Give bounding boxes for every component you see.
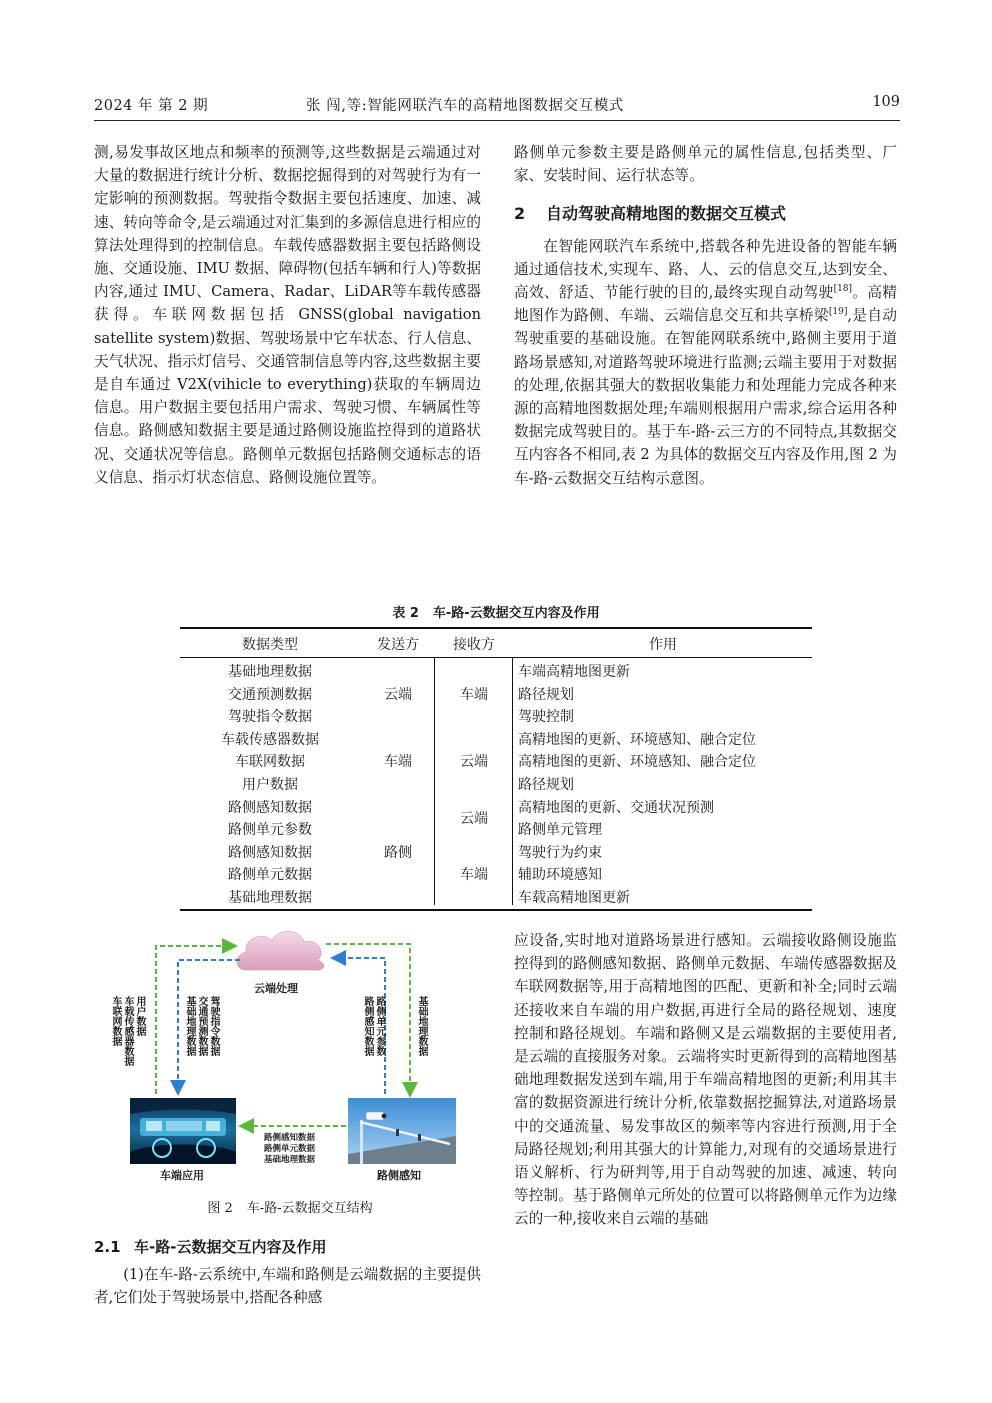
vertical-data-label: 基 础 地 理 数 据 (418, 997, 429, 1058)
table-cell: 路侧感知数据 (228, 800, 312, 816)
table-cell: 车载高精地图更新 (518, 890, 630, 906)
table-label: 表 2 (392, 606, 419, 621)
table-cell: 车端高精地图更新 (518, 664, 630, 680)
cloud-label: 云端处理 (254, 982, 298, 995)
table-cell: 路侧单元参数 (228, 822, 312, 838)
table-cell: 路侧感知数据 (228, 845, 312, 861)
vehicle-cockpit-image (130, 1098, 236, 1164)
table-caption (180, 602, 812, 621)
text-run: 在智能网联汽车系统中,搭载各种先进设备的智能车辆通过通信技术,实现车、路、人、云的信息交互,达到安全、高效、舒适、节能行驶的目的,最终实现自动驾驶 (514, 237, 897, 302)
table-cell: 路侧单元数据 (228, 867, 312, 883)
table-cell: 云端 (384, 687, 412, 703)
cloud-icon (237, 931, 324, 970)
table-title: 车-路-云数据交互内容及作用 (432, 606, 600, 621)
right-column-bottom (514, 929, 897, 1231)
table-header-row (180, 629, 812, 658)
section-heading (514, 202, 897, 225)
column-header: 发送方 (377, 637, 419, 653)
figure-2 (94, 922, 486, 1190)
left-column-bottom (94, 1236, 481, 1310)
right-column-top (514, 141, 897, 490)
column-header: 作用 (649, 637, 677, 653)
section-title: 自动驾驶高精地图的数据交互模式 (546, 204, 787, 224)
figure-label: 图 2 (207, 1201, 233, 1216)
table-cell: 路侧 (384, 845, 412, 861)
vehicle-upload-data-list (112, 998, 147, 1068)
data-item: 基础地理数据 (264, 1155, 316, 1165)
body-paragraph: 测,易发事故区地点和频率的预测等,这些数据是云端通过对大量的数据进行统计分析、数据挖掘得到的对驾驶行为有一定影响的预测数据。驾驶指令数据主要包括速度、加速、减速、转向等命令,是云端通过对汇集到的多源信息进行相应的算法处理得到的控制信息。车载传感器数据主要包括路侧设施、交通设施、IMU 数据、障碍物(包括车辆和行人)等数据内容,通过 IMU、Camera、Radar、LiDAR等车载传感器获得。车联网数据包括 GNSS(global navigation satellite system)数据、驾驶场景中它车状态、行人信息、天气状况、指示灯信号、交通管制信息等内容,这些数据主要是自车通过 V2X(vihicle to everything)获取的车辆周边信息。用户数据主要包括用户需求、驾驶习惯、车辆属性等信息。路侧感知数据主要是通过路侧设施监控得到的道路状况、交通状况等信息。路侧单元数据包括路侧交通标志的语义信息、指示灯状态信息、路侧设施位置等。 (94, 144, 481, 486)
table-cell: 车联网数据 (235, 754, 305, 770)
citation: [19] (828, 307, 848, 318)
body-paragraph: 路侧单元参数主要是路侧单元的属性信息,包括类型、厂家、安装时间、运行状态等。 (514, 144, 897, 185)
table-cell: 驾驶控制 (518, 709, 574, 725)
section-number: 2 (514, 204, 526, 224)
table-cell: 基础地理数据 (228, 890, 312, 906)
table-cell: 辅助环境感知 (518, 867, 602, 883)
table-cell: 高精地图的更新、环境感知、融合定位 (518, 754, 756, 770)
cloud-to-roadside-data-list (418, 998, 429, 1058)
journal-issue: 2024 年 第 2 期 (94, 98, 209, 114)
data-table (180, 627, 812, 911)
table-cell: 基础地理数据 (228, 664, 312, 680)
running-title: 张 闯,等:智能网联汽车的高精地图数据交互模式 (306, 98, 624, 114)
table-cell: 车端 (460, 687, 488, 703)
roadside-upload-data-list (364, 998, 387, 1058)
running-header (94, 92, 900, 118)
column-header: 数据类型 (242, 637, 298, 653)
citation: [18] (833, 284, 853, 295)
vertical-data-label: 路 侧 单 元 参 数 (376, 997, 387, 1058)
table-cell: 高精地图的更新、环境感知、融合定位 (518, 732, 756, 748)
subsection-number: 2.1 (94, 1238, 121, 1256)
vertical-data-label: 路 侧 感 知 数 据 (364, 997, 375, 1058)
vehicle-label: 车端应用 (160, 1169, 204, 1182)
vertical-data-label: 交 通 预 测 数 据 (198, 997, 209, 1058)
table-cell: 交通预测数据 (228, 687, 312, 703)
column-divider (434, 657, 435, 905)
column-header: 接收方 (453, 637, 495, 653)
vertical-data-label: 用 户 数 据 (136, 997, 147, 1038)
vertical-data-label: 车 联 网 数 据 (112, 997, 123, 1048)
table-cell: 路侧单元管理 (518, 822, 602, 838)
page-number: 109 (872, 94, 900, 110)
figure-title: 车-路-云数据交互结构 (246, 1201, 373, 1216)
body-paragraph (514, 235, 897, 490)
data-item: 路侧单元数据 (264, 1144, 316, 1154)
roadside-to-vehicle-data-list (264, 1133, 315, 1166)
vertical-data-label: 基 础 地 理 数 据 (186, 997, 197, 1058)
table-cell: 路径规划 (518, 687, 574, 703)
column-divider (512, 657, 513, 905)
cloud-to-vehicle-data-list (186, 998, 221, 1058)
subsection-title: 车-路-云数据交互内容及作用 (134, 1238, 327, 1256)
vertical-data-label: 车 载 传 感 器 数 据 (124, 997, 135, 1068)
table-cell: 高精地图的更新、交通状况预测 (518, 800, 714, 816)
table-cell: 车端 (460, 867, 488, 883)
body-paragraph: 应设备,实时地对道路场景进行感知。云端接收路侧设施监控得到的路侧感知数据、路侧单元数据、车端传感器数据及车联网数据等,用于高精地图的匹配、更新和补全;同时云端还接收来自车端的用户数据,再进行全局的路径规划、速度控制和路径规划。车端和路侧又是云端数据的主要使用者,是云端的直接服务对象。云端将实时更新得到的高精地图基础地理数据发送到车端,用于车端高精地图的更新;利用其丰富的数据资源进行统计分析,依靠数据挖掘算法,对道路场景中的交通流量、易发事故区的频率等内容进行预测,用于全局路径规划;利用其强大的计算能力,对现有的交通场景进行语义解析、行为研判等,用于自动驾驶的加速、减速、转向等控制。基于路侧单元所处的位置可以将路侧单元作为边缘云的一种,接收来自云端的基础 (514, 932, 897, 1228)
body-paragraph: (1)在车-路-云系统中,车端和路侧是云端数据的主要提供者,它们处于驾驶场景中,搭配各种感 (94, 1266, 481, 1307)
text-run: 。高精地图作为路侧、车端、云端信息交互和共享桥梁 (514, 284, 897, 325)
table-cell: 用户数据 (242, 777, 298, 793)
table-cell: 驾驶行为约束 (518, 845, 602, 861)
data-item: 路侧感知数据 (264, 1133, 316, 1143)
figure-caption (94, 1197, 486, 1216)
table-cell: 云端 (460, 754, 488, 770)
vertical-data-label: 驾 驶 指 令 数 据 (210, 997, 221, 1058)
table-cell: 车端 (384, 754, 412, 770)
left-column-top (94, 141, 481, 489)
text-run: ,是自动驾驶重要的基础设施。在智能网联系统中,路侧主要用于道路场景感知,对道路驾驶环境进行监测;云端主要用于对数据的处理,依据其强大的数据收集能力和处理能力完成各种来源的高精地图数据处理;车端则根据用户需求,综合运用各种数据完成驾驶目的。基于车-路-云三方的不同特点,其数据交互内容各不相同,表 2 为具体的数据交互内容及作用,图 2 为车-路-云数据交互结构示意图。 (514, 307, 897, 487)
table-cell: 路径规划 (518, 777, 574, 793)
table-cell: 云端 (460, 811, 488, 827)
subsection-heading (94, 1236, 481, 1259)
roadside-camera-image (348, 1098, 456, 1164)
table-cell: 驾驶指令数据 (228, 709, 312, 725)
header-rule (94, 120, 900, 121)
roadside-label: 路侧感知 (377, 1169, 421, 1182)
table-cell: 车载传感器数据 (221, 732, 319, 748)
